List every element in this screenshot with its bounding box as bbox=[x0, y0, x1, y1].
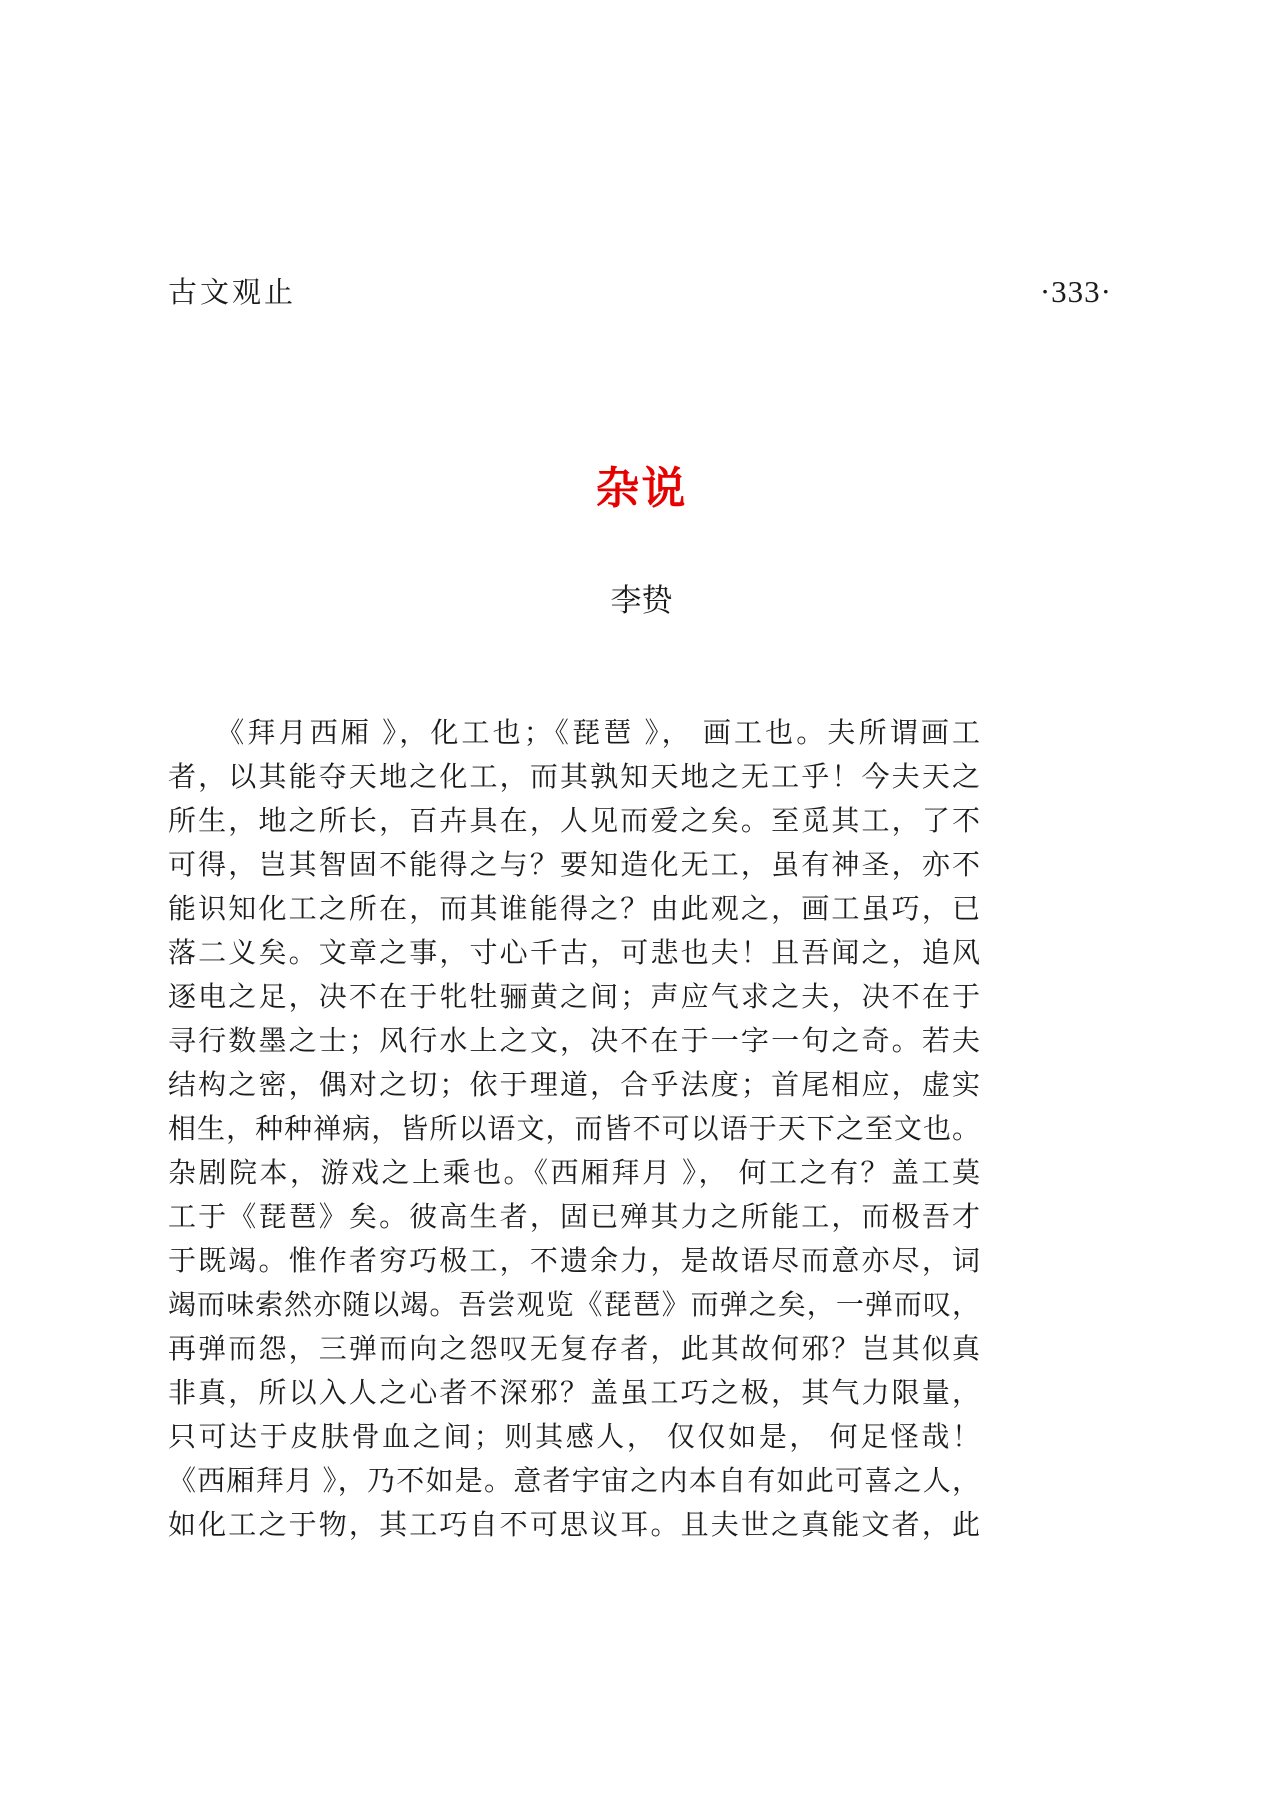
text-line: 相生，种种禅病，皆所以语文，而皆不可以语于天下之至文也。 bbox=[168, 1114, 980, 1145]
page-header bbox=[168, 270, 1112, 311]
text-line: 逐电之足，决不在于牝牡骊黄之间；声应气求之夫，决不在于 bbox=[168, 982, 980, 1013]
article-author: 李贽 bbox=[610, 583, 673, 618]
text-line: 非真，所以入人之心者不深邪？盖虽工巧之极，其气力限量， bbox=[168, 1378, 980, 1409]
text-line: 杂剧院本，游戏之上乘也。《西厢拜月 》， 何工之有？盖工莫 bbox=[168, 1158, 980, 1189]
article-body bbox=[168, 712, 980, 1548]
text-line: 可得，岂其智固不能得之与？要知造化无工，虽有神圣，亦不 bbox=[168, 850, 980, 881]
text-line: 再弹而怨，三弹而向之怨叹无复存者，此其故何邪？岂其似真 bbox=[168, 1334, 980, 1365]
text-line: 《拜月西厢 》，化工也；《琵琶 》， 画工也。夫所谓画工 bbox=[168, 718, 980, 749]
page-number: ·333· bbox=[1039, 274, 1112, 309]
text-line: 能识知化工之所在，而其谁能得之？由此观之，画工虽巧，已 bbox=[168, 894, 980, 925]
text-line: 竭而味索然亦随以竭。吾尝观览《琵琶》而弹之矣，一弹而叹， bbox=[168, 1290, 980, 1321]
text-line: 寻行数墨之士；风行水上之文，决不在于一字一句之奇。若夫 bbox=[168, 1026, 980, 1057]
running-head-book-title: 古文观止 bbox=[168, 277, 297, 309]
article-title: 杂说 bbox=[595, 464, 688, 513]
text-line: 落二义矣。文章之事，寸心千古，可悲也夫！且吾闻之，追风 bbox=[168, 938, 980, 969]
text-line: 工于《琵琶》矣。彼高生者，固已殚其力之所能工，而极吾才 bbox=[168, 1202, 980, 1233]
text-line: 者，以其能夺天地之化工，而其孰知天地之无工乎！今夫天之 bbox=[168, 762, 980, 793]
text-line: 如化工之于物，其工巧自不可思议耳。且夫世之真能文者，此 bbox=[168, 1510, 980, 1541]
text-line: 《西厢拜月 》，乃不如是。意者宇宙之内本自有如此可喜之人， bbox=[168, 1466, 980, 1497]
text-line: 只可达于皮肤骨血之间；则其感人， 仅仅如是， 何足怪哉！ bbox=[168, 1422, 980, 1453]
text-line: 所生，地之所长，百卉具在，人见而爱之矣。至觅其工，了不 bbox=[168, 806, 980, 837]
text-line: 于既竭。惟作者穷巧极工，不遗余力，是故语尽而意亦尽，词 bbox=[168, 1246, 980, 1277]
text-line: 结构之密，偶对之切；依于理道，合乎法度；首尾相应，虚实 bbox=[168, 1070, 980, 1101]
